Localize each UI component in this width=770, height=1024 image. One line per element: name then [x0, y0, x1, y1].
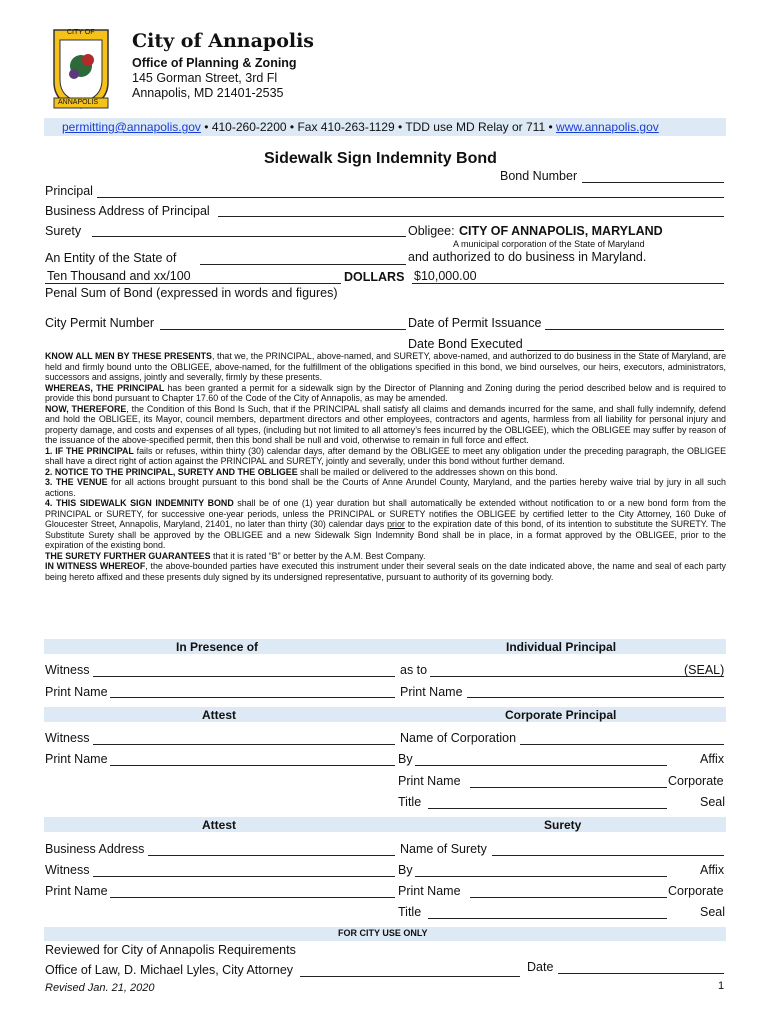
business-address-line[interactable]: [218, 216, 724, 217]
entity-state-line[interactable]: [200, 264, 406, 265]
by-line[interactable]: [415, 876, 667, 877]
paragraph: NOW, THEREFORE, the Condition of this Bond Is Such, that if the PRINCIPAL shall satisfy all claims and demands incurred for the same, and shall fully indemnify, defend and hold the OBLIGEE, its Mayor, council members, department directors and other employees, contractors and agents, harmless from all liability for personal injury and property damage, and costs and expenses of all types, (including but not limited to all attorney’s fees incurred by the OBLIGEE), which the OBLIGEE may suffer by reason of the issuance of the above-specified permit, then this bond shall be null and void, otherwise to remain in full force and effect.: [45, 403, 726, 445]
city-seal: [50, 26, 112, 110]
as-to-label: as to: [400, 663, 428, 677]
attest-heading: Attest: [202, 708, 237, 722]
witness-label: Witness: [45, 863, 90, 877]
corporate-heading: Corporate Principal: [505, 708, 617, 722]
business-address-label: Business Address of Principal: [45, 204, 210, 218]
surety-label: Surety: [45, 224, 82, 238]
seal-bottom-text: ANNAPOLIS: [58, 99, 99, 106]
bond-number-line[interactable]: [582, 182, 724, 183]
print-name-label: Print Name: [45, 752, 108, 766]
business-address-line[interactable]: [148, 855, 395, 856]
seal-top-text: CITY OF: [67, 29, 95, 36]
section-bar-presence: [44, 639, 726, 654]
surety-heading: Surety: [544, 818, 582, 832]
authorized-text: and authorized to do business in Maryland.: [408, 250, 647, 264]
name-of-surety-label: Name of Surety: [400, 842, 487, 856]
obligee-note: A municipal corporation of the State of Maryland: [453, 239, 645, 249]
surety-line[interactable]: [92, 236, 406, 237]
email-link[interactable]: permitting@annapolis.gov: [62, 120, 201, 134]
permit-date-line[interactable]: [545, 329, 724, 330]
revised-text: Revised Jan. 21, 2020: [45, 982, 155, 994]
office-name: Office of Planning & Zoning: [132, 56, 297, 70]
permit-date-label: Date of Permit Issuance: [408, 316, 542, 330]
name-of-corp-line[interactable]: [520, 744, 724, 745]
affix-label: Affix: [700, 752, 725, 766]
amount-words-line: [45, 283, 341, 284]
print-name-label: Print Name: [45, 685, 108, 699]
witness-line[interactable]: [93, 876, 395, 877]
seal-word: Seal: [700, 795, 726, 809]
seal-label: (SEAL): [684, 663, 725, 677]
print-name-line[interactable]: [470, 897, 667, 898]
office-of-law-text: Office of Law, D. Michael Lyles, City Attorney: [45, 963, 294, 977]
paragraph: IN WITNESS WHEREOF, the above-bounded parties have executed this instrument under their several seals on the date indicated above, the name and seal of each party being hereto affixed and these presents duly signed by its undersigned representative, pursuant to authority of its governing body.: [45, 561, 726, 582]
obligee-label: Obligee:: [408, 224, 455, 238]
dollars-label: DOLLARS: [344, 270, 405, 284]
print-name-label: Print Name: [45, 884, 108, 898]
reviewed-text: Reviewed for City of Annapolis Requirements: [45, 943, 296, 957]
principal-label: Principal: [45, 184, 93, 198]
by-line[interactable]: [415, 765, 667, 766]
amount-number[interactable]: $10,000.00: [414, 269, 477, 283]
witness-label: Witness: [45, 731, 90, 745]
print-name-line[interactable]: [110, 765, 395, 766]
affix-label: Affix: [700, 863, 725, 877]
corporate-label: Corporate: [668, 774, 724, 788]
date-line[interactable]: [558, 973, 724, 974]
business-address-label: Business Address: [45, 842, 145, 856]
witness-line[interactable]: [93, 744, 395, 745]
paragraph: 2. NOTICE TO THE PRINCIPAL, SURETY AND THE OBLIGEE shall be mailed or delivered to the addresses shown on this bond.: [45, 466, 558, 477]
seal-word: Seal: [700, 905, 726, 919]
attest-heading: Attest: [202, 818, 237, 832]
bond-date-label: Date Bond Executed: [408, 337, 523, 351]
print-name-label: Print Name: [400, 685, 463, 699]
by-label: By: [398, 752, 413, 766]
name-of-corp-label: Name of Corporation: [400, 731, 517, 745]
date-label: Date: [527, 960, 554, 974]
city-use-heading: FOR CITY USE ONLY: [338, 928, 428, 938]
print-name-label: Print Name: [398, 884, 461, 898]
witness-line[interactable]: [93, 676, 395, 677]
as-to-line[interactable]: [430, 676, 724, 677]
entity-state-label: An Entity of the State of: [45, 251, 177, 265]
city-permit-label: City Permit Number: [45, 316, 155, 330]
phone-text: 410-260-2200: [211, 120, 287, 134]
section-bar-corporate: [44, 707, 726, 722]
witness-label: Witness: [45, 663, 90, 677]
separator: •: [289, 120, 295, 134]
city-permit-line[interactable]: [160, 329, 406, 330]
paragraph: 4. THIS SIDEWALK SIGN INDEMNITY BOND shall be of one (1) year duration but shall automatically be extended without notification to or a new bond form from the PRINCIPAL or SURETY, for successive one-year periods, unless the PRINCIPAL or SURETY notifies the OBLIGEE by certified letter to the City Attorney, 160 Duke of Gloucester Street, Annapolis, Maryland, 21401, no later than thirty (30) calendar days prior to the expiration date of this bond, of its intention to substitute the SURETY. The Substitute Surety shall be approved by the OBLIGEE and a new Sidewalk Sign Indemnity Bond shall be in place, in a format approved by the OBLIGEE, prior to the expiration of the existing bond.: [45, 498, 726, 550]
name-of-surety-line[interactable]: [492, 855, 724, 856]
amount-number-line: [412, 283, 724, 284]
office-of-law-line[interactable]: [300, 976, 520, 977]
individual-heading: Individual Principal: [506, 640, 617, 654]
office-street: 145 Gorman Street, 3rd Fl: [132, 71, 278, 85]
section-bar-city-use: [44, 927, 726, 941]
title-line[interactable]: [428, 808, 667, 809]
print-name-line[interactable]: [470, 787, 667, 788]
bond-body: [45, 351, 726, 582]
paragraph: THE SURETY FURTHER GUARANTEES that it is rated “B” or better by the A.M. Best Company.: [45, 550, 426, 561]
paragraph: WHEREAS, THE PRINCIPAL has been granted a permit for a sidewalk sign by the Director of Planning and Zoning during the period described below and is required to provide this bond pursuant to Chapter 17.60 of the Code of the City of Annapolis, as may be amended.: [45, 382, 726, 403]
title-label: Title: [398, 905, 422, 919]
by-label: By: [398, 863, 413, 877]
fax-text: Fax 410-263-1129: [297, 120, 395, 134]
city-name: City of Annapolis: [132, 30, 315, 52]
separator: •: [397, 120, 403, 134]
separator: •: [204, 120, 209, 134]
paragraph: KNOW ALL MEN BY THESE PRESENTS, that we, the PRINCIPAL, above-named, and SURETY, above-named, and authorized to do business in the State of Maryland, are held and firmly bound unto the OBLIGEE, above-named, for the fulfillment of the obligations specified in this bond, we bind ourselves, our heirs, executors, administrators, successors and assigns, jointly and severally, firmly by these presents.: [45, 351, 726, 382]
separator: •: [548, 120, 553, 134]
penal-sum-label: Penal Sum of Bond (expressed in words and figures): [45, 286, 338, 300]
office-city: Annapolis, MD 21401-2535: [132, 86, 284, 100]
principal-line[interactable]: [97, 197, 724, 198]
print-name-label: Print Name: [398, 774, 461, 788]
print-name-line[interactable]: [110, 697, 395, 698]
obligee-value: CITY OF ANNAPOLIS, MARYLAND: [459, 224, 663, 238]
section-bar-surety: [44, 817, 726, 832]
contact-bar: [44, 118, 726, 136]
page-number: 1: [718, 980, 725, 992]
in-presence-heading: In Presence of: [176, 640, 259, 654]
title-line[interactable]: [428, 918, 667, 919]
tdd-text: TDD use MD Relay or 711: [405, 120, 546, 134]
amount-words[interactable]: Ten Thousand and xx/100: [47, 269, 191, 283]
form-title: Sidewalk Sign Indemnity Bond: [264, 150, 497, 167]
title-label: Title: [398, 795, 422, 809]
bond-number-label: Bond Number: [500, 169, 578, 183]
website-link[interactable]: www.annapolis.gov: [556, 120, 659, 134]
paragraph: 1. IF THE PRINCIPAL fails or refuses, within thirty (30) calendar days, after demand by the OBLIGEE to meet any obligation under the preceding paragraph, the OBLIGEE shall have a direct right of action against the PRINCIPAL and SURETY, jointly and severally, under this bond without further demand.: [45, 445, 726, 466]
print-name-line[interactable]: [110, 897, 395, 898]
corporate-label: Corporate: [668, 884, 724, 898]
paragraph: 3. THE VENUE for all actions brought pursuant to this bond shall be the Courts of Anne Arundel County, Maryland, and the parties hereby waive trial by jury in all such actions.: [45, 477, 726, 498]
print-name-line[interactable]: [467, 697, 724, 698]
